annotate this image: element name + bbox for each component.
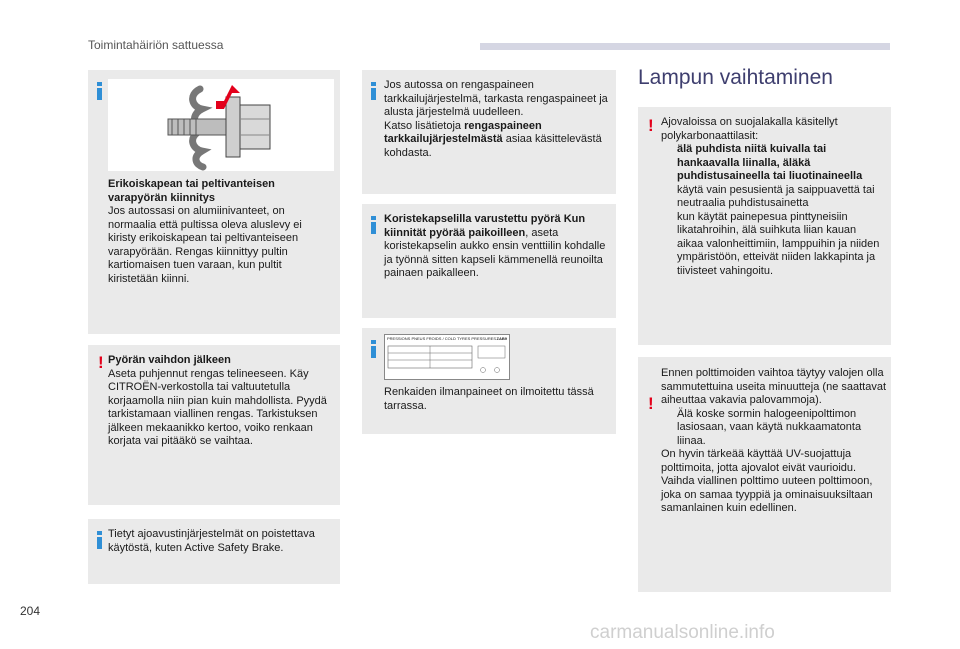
warning-box-bulb-change xyxy=(638,357,891,592)
box-text: On hyvin tärkeää käyttää UV-suojattuja polttimoita, jotta ajovalot eivät vaurioidu. Vaihda viallinen polttimo uuteen polttimoon, joka on samaa tyyppiä ja ominaisuuksiltaan samanlainen kuin edellinen. xyxy=(661,448,873,514)
box-text: Jos autossa on rengaspaineen tarkkailujärjestelmä, tarkasta rengaspaineet ja alusta järjestelmä uudelleen. xyxy=(384,79,608,118)
watermark: carmanualsonline.info xyxy=(590,622,775,643)
page-number: 204 xyxy=(20,604,41,618)
box-title: Erikoiskapean tai peltivanteisen varapyörän kiinnitys xyxy=(108,178,275,204)
warning-icon: ! xyxy=(648,116,654,135)
box-text: Tietyt ajoavustinjärjestelmät on poistettava käytöstä, kuten Active Safety Brake. xyxy=(108,528,315,554)
warning-icon: ! xyxy=(648,394,654,413)
info-icon xyxy=(371,82,376,100)
info-icon xyxy=(97,531,102,549)
box-text: Jos autossasi on alumiinivanteet, on normaalia että pultissa oleva aluslevy ei kiristy erikoiskapean tai peltivanteiseen varapyörään. Rengas kiinnittyy pultin kartiomaisen tuen varaan, kun pultit kiristetään kiinni. xyxy=(108,205,302,285)
box-text: Ajovaloissa on suojalakalla käsitellyt polykarbonaattilasit: xyxy=(661,116,838,142)
wheel-bolt-image xyxy=(108,79,334,171)
info-box-tpms xyxy=(362,70,616,194)
box-text: Aseta puhjennut rengas telineeseen. Käy CITROËN-verkostolla tai valtuutetulla korjaamolla niin pian kuin mahdollista. Pyydä tarkistamaan viallinen rengas. Tarkistuksen jälkeen mekaanikko kertoo, voiko renkaan korjata vai pitääkö se vaihtaa. xyxy=(108,367,327,447)
info-icon xyxy=(371,340,376,358)
box-title: Pyörän vaihdon jälkeen xyxy=(108,354,231,366)
box-text-ref: Katso lisätietoja rengaspaineen tarkkailujärjestelmästä asiaa käsittelevästä kohdasta. xyxy=(384,119,602,159)
info-box-hubcap xyxy=(362,204,616,318)
list-item: kun käytät painepesua pinttyneisiin likatahroihin, älä suihkuta liian kauan aikaa valonheittimiin, lamppuihin ja niiden ympäristöön, etteivät niiden lakkapinta ja tiivisteet vahingoitu. xyxy=(677,210,880,277)
warning-box-headlamp-lenses xyxy=(638,107,891,345)
info-box-bolt xyxy=(88,70,340,334)
list-item: älä puhdista niitä kuivalla tai hankaavalla liinalla, äläkä puhdistusaineella tai liuotinaineella xyxy=(677,143,863,182)
tyre-pressure-label-image: PRESSIONS PNEUS FROIDS / COLD TYRES PRESSURES ZAB9 xyxy=(384,334,510,380)
info-box-assist xyxy=(88,519,340,584)
list-item: Älä koske sormin halogeenipolttimon lasiosaan, vaan käytä nukkaamatonta liinaa. xyxy=(677,407,862,447)
info-icon xyxy=(97,82,102,100)
list-item: käytä vain pesusientä ja saippuavettä tai neutraalia puhdistusainetta xyxy=(677,183,875,209)
box-text: Koristekapselilla varustettu pyörä Kun kiinnität pyörää paikoilleen, aseta koristekapselin aukko ensin venttiilin kohdalle ja työnnä sitten kapseli kämmenellä reunoilta painaen paikalleen. xyxy=(384,213,606,279)
box-text: Ennen polttimoiden vaihtoa täytyy valojen olla sammutettuina useita minuutteja (ne saattavat aiheuttaa vakavia palovammoja). xyxy=(661,367,887,406)
section-title: Toimintahäiriön sattuessa xyxy=(88,38,224,52)
warning-box-after-change xyxy=(88,345,340,505)
info-icon xyxy=(371,216,376,234)
section-heading: Lampun vaihtaminen xyxy=(638,66,833,89)
warning-icon: ! xyxy=(98,353,104,372)
box-text: Renkaiden ilmanpaineet on ilmoitettu tässä tarrassa. xyxy=(384,386,594,412)
info-box-tyre-label xyxy=(362,328,616,434)
header-bar xyxy=(480,43,890,50)
